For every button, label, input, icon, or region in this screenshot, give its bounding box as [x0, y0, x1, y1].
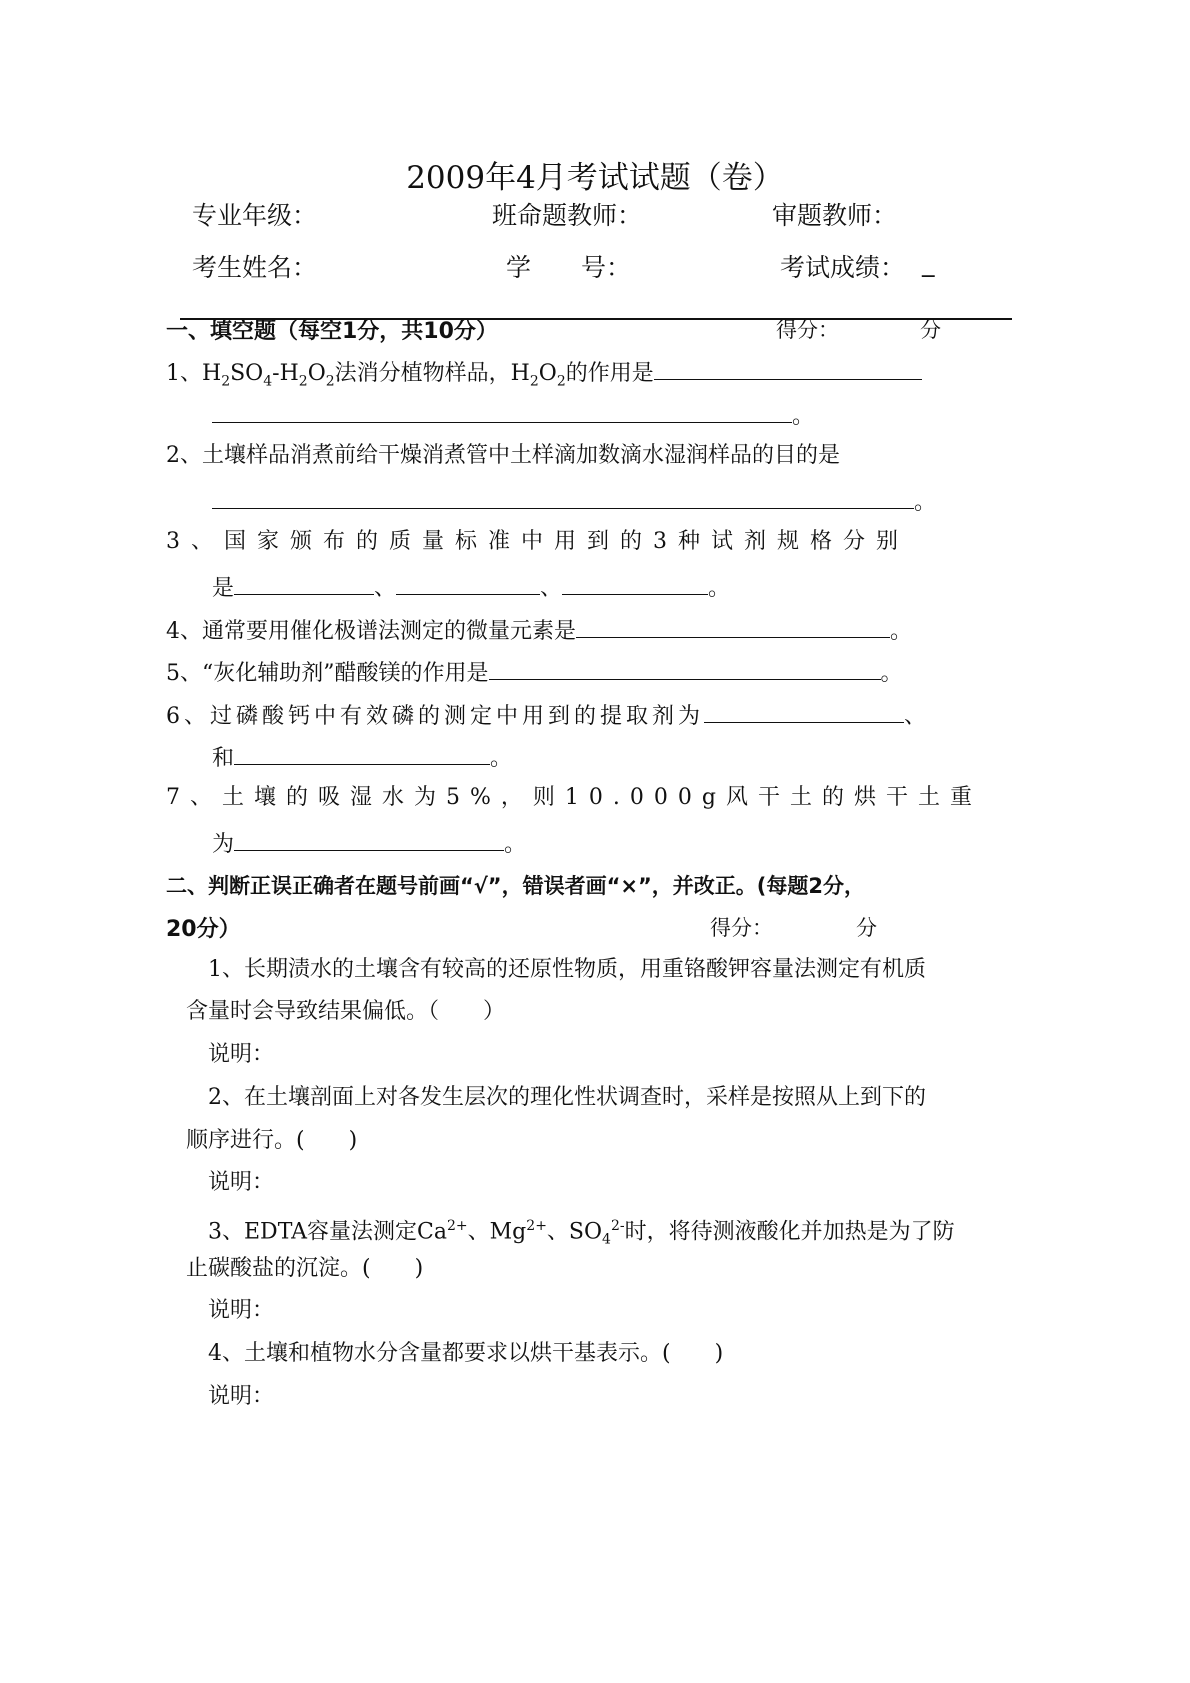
section2-score-unit: 分	[856, 916, 877, 940]
answer-blank[interactable]	[654, 355, 922, 380]
question-1-3-line2: 是 、 、 。	[212, 570, 730, 604]
question-1-1: 1、$H_2SO_4-H_2O_2$法消分植物样品，$H_2O_2$的作用是	[166, 355, 922, 396]
question-2-2: 2、在土壤剖面上对各发生层次的理化性状调查时，采样是按照从上到下的	[208, 1085, 926, 1110]
question-2-3-line2: 止碳酸盐的沉淀。( )	[186, 1256, 424, 1281]
answer-blank[interactable]	[234, 570, 374, 595]
question-1-4: 4、通常要用催化极谱法测定的微量元素是 。	[166, 613, 912, 647]
question-2-2-explain: 说明：	[208, 1170, 275, 1195]
question-1-3: 3、国家颁布的质量标准中用到的3种试剂规格分别	[166, 529, 909, 554]
answer-blank[interactable]	[234, 826, 504, 851]
section2-score-label: 得分：	[710, 916, 773, 940]
question-1-5: 5、“灰化辅助剂”醋酸镁的作用是 。	[166, 655, 903, 689]
question-2-4-explain: 说明：	[208, 1384, 275, 1409]
answer-blank[interactable]	[562, 570, 708, 595]
student-id-label: 学 号：	[506, 253, 632, 282]
question-2-1-line2: 含量时会导致结果偏低。（ ）	[186, 999, 506, 1024]
question-1-7: 7、土壤的吸湿水为5%，则10.000g风干土的烘干土重	[166, 785, 982, 810]
question-1-2-line2: 。	[212, 484, 936, 518]
answer-blank[interactable]	[489, 655, 881, 680]
section1-score-label: 得分：	[776, 318, 839, 342]
exam-score-label: 考试成绩：	[780, 253, 906, 282]
major-grade-label: 专业年级：	[192, 201, 318, 230]
question-2-1: 1、长期渍水的土壤含有较高的还原性物质，用重铬酸钾容量法测定有机质	[208, 957, 926, 982]
exam-score-field: _	[922, 248, 935, 277]
answer-blank[interactable]	[234, 740, 490, 765]
question-1-2: 2、土壤样品消煮前给干燥消煮管中土样滴加数滴水湿润样品的目的是	[166, 443, 840, 468]
question-2-2-line2: 顺序进行。( )	[186, 1128, 358, 1153]
question-1-6-line2: 和 。	[212, 740, 512, 774]
question-2-3: 3、EDTA容量法测定$Ca^{2+}$、$Mg^{2+}$、$SO_4^{2-}$时，将待测液酸化并加热是为了防	[208, 1218, 955, 1248]
question-1-6: 6、过磷酸钙中有效磷的测定中用到的提取剂为 、	[166, 698, 926, 732]
answer-blank[interactable]	[396, 570, 540, 595]
exam-title: 2009年4月考试试题（卷）	[406, 160, 784, 196]
question-2-4: 4、土壤和植物水分含量都要求以烘干基表示。( )	[208, 1341, 724, 1366]
section1-heading: 一、填空题（每空1分，共10分）	[166, 319, 498, 344]
section1-score-unit: 分	[920, 318, 941, 342]
question-2-3-explain: 说明：	[208, 1298, 275, 1323]
section2-heading-line2: 20分）	[166, 917, 241, 942]
answer-blank[interactable]	[212, 484, 914, 509]
question-1-1-line2: 。	[212, 398, 814, 432]
question-1-7-line2: 为 。	[212, 826, 526, 860]
question-2-1-explain: 说明：	[208, 1042, 275, 1067]
answer-blank[interactable]	[212, 398, 792, 423]
answer-blank[interactable]	[576, 613, 890, 638]
section2-heading: 二、判断正误正确者在题号前画“√”，错误者画“×”，并改正。(每题2分，	[166, 874, 866, 898]
student-name-label: 考生姓名：	[192, 253, 318, 282]
answer-blank[interactable]	[704, 698, 904, 723]
question-setter-label: 班命题教师：	[492, 201, 643, 230]
reviewer-label: 审题教师：	[772, 201, 898, 230]
